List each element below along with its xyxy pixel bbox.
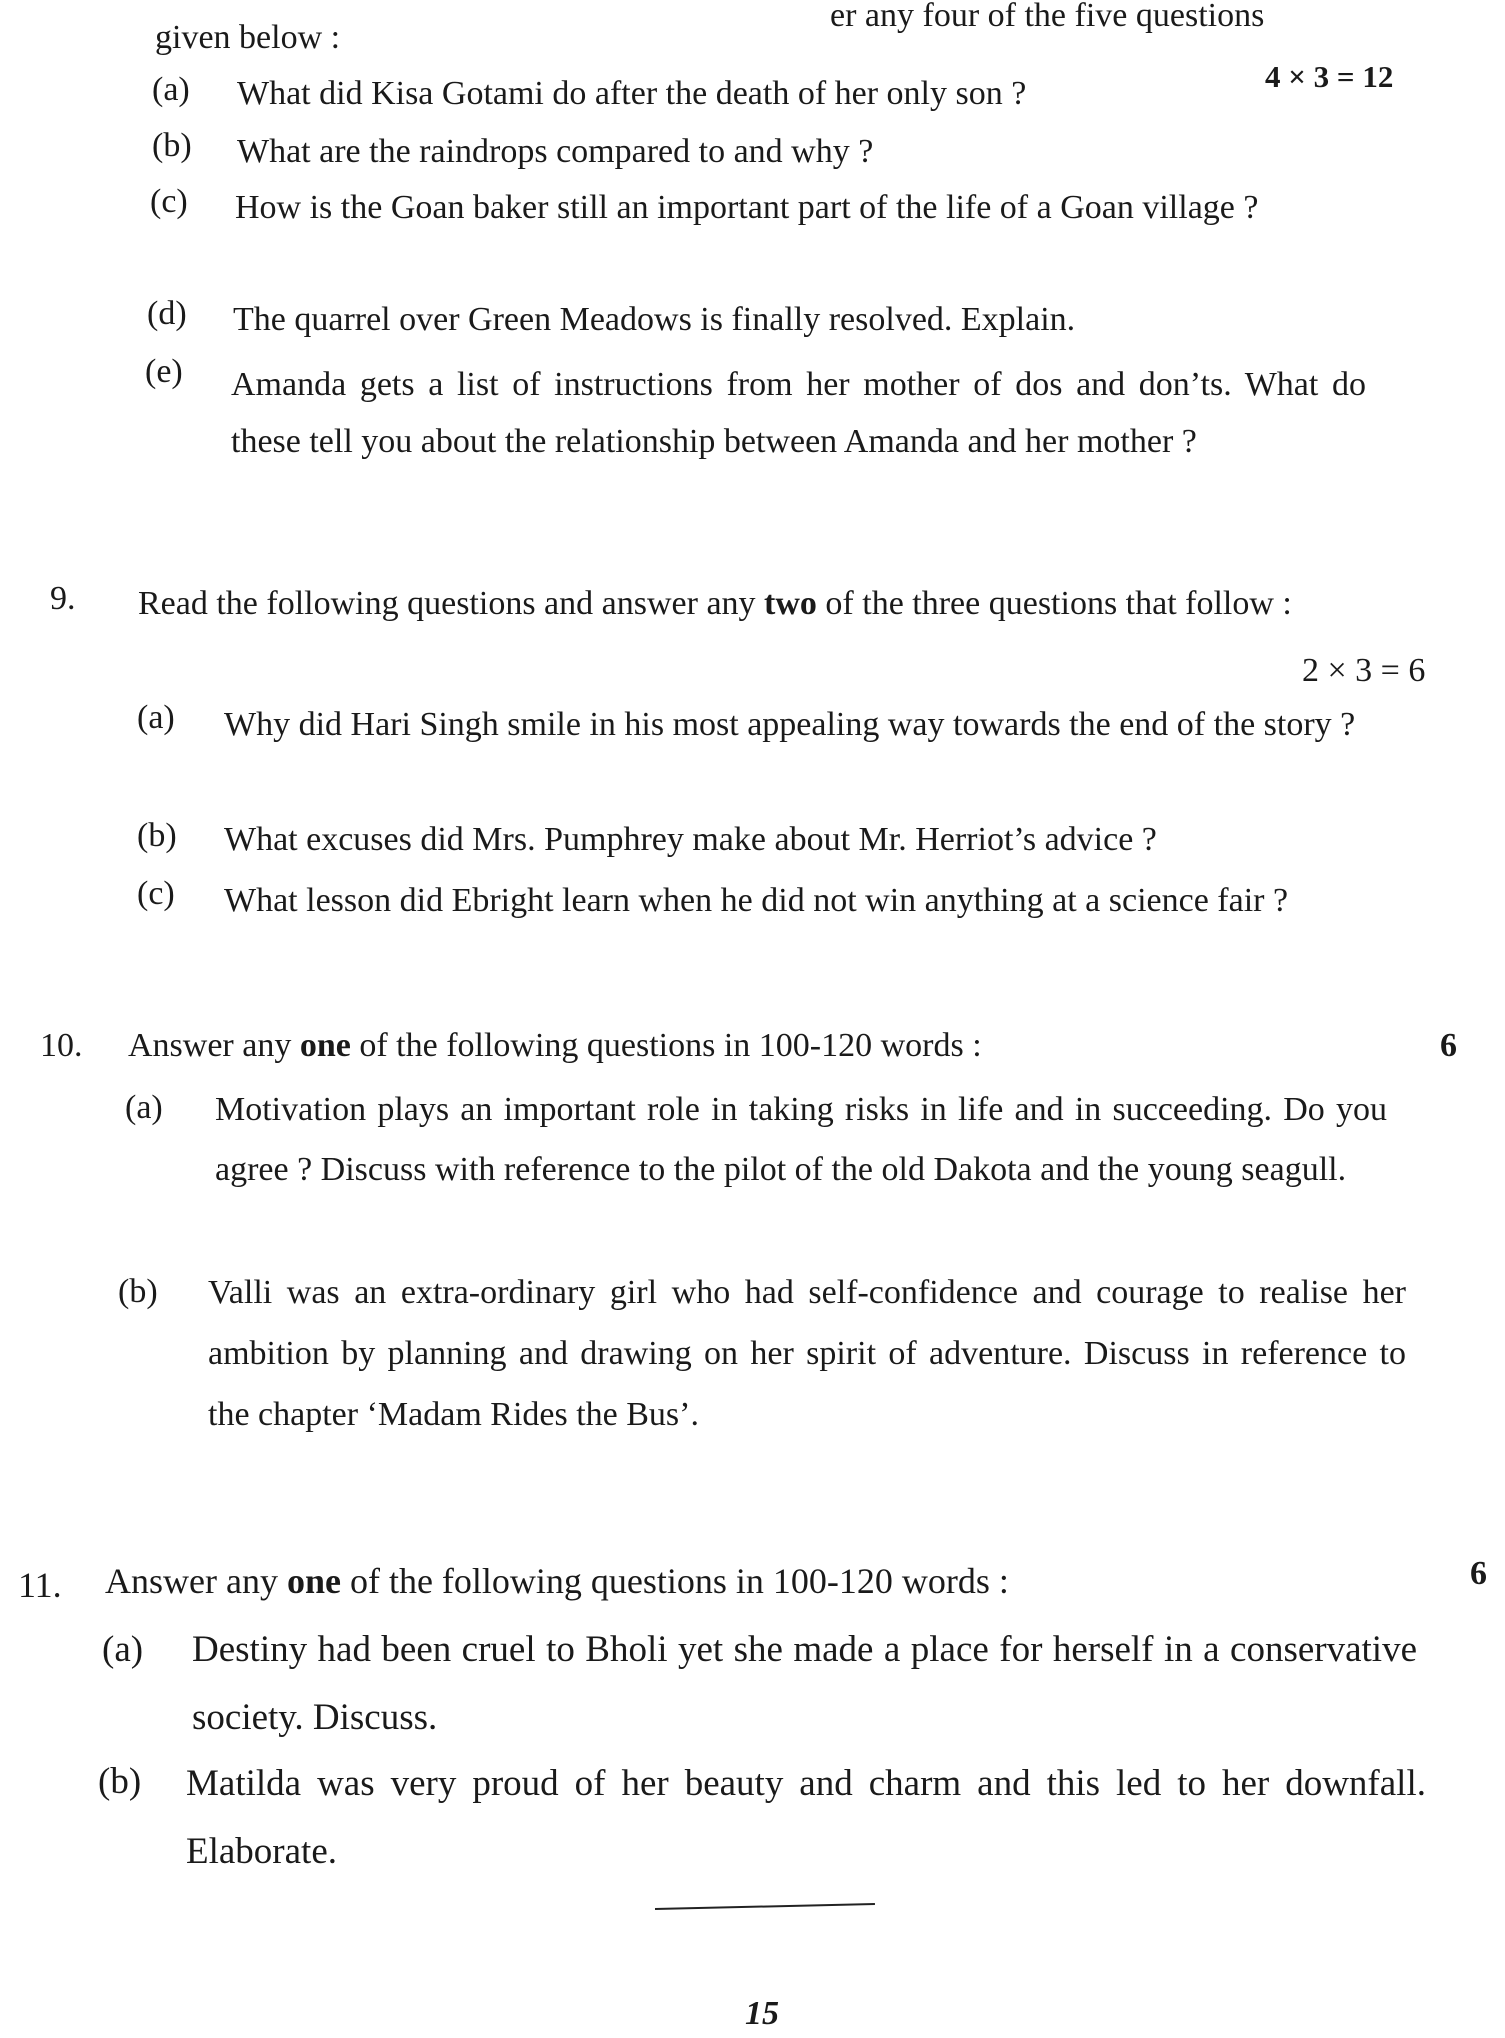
q11-item-b-text: Matilda was very proud of her beauty and charm and this led to her downfall. Elaborate.	[186, 1763, 1426, 1872]
q10-number: 10.	[40, 1027, 83, 1064]
q8-item-e-label: (e)	[145, 353, 183, 390]
q8-item-d-text: The quarrel over Green Meadows is finally resolved. Explain.	[233, 301, 1076, 338]
q9-intro-a: Read the following questions and answer any	[138, 585, 765, 622]
q11-marks: 6	[1470, 1555, 1487, 1592]
q8-item-c-text: How is the Goan baker still an important part of the life of a Goan village ?	[235, 189, 1259, 226]
q10-intro-b: of the following questions in 100-120 words :	[350, 1027, 982, 1064]
q11-number: 11.	[18, 1565, 62, 1605]
q9-number: 9.	[50, 580, 76, 617]
q9-item-c-label: (c)	[137, 875, 175, 912]
q8-item-c-label: (c)	[150, 183, 188, 220]
q9-item-c-text: What lesson did Ebright learn when he did not win anything at a science fair ?	[224, 882, 1289, 919]
q8-item-e-text: Amanda gets a list of instructions from her mother of dos and don’ts. What do these tell you about the relationship between Amanda and her mother ?	[231, 366, 1366, 460]
q11-item-b-label: (b)	[98, 1761, 142, 1802]
q9-intro-b: of the three questions that follow :	[816, 585, 1292, 622]
q8-item-a-text: What did Kisa Gotami do after the death of her only son ?	[237, 75, 1027, 112]
q11-item-a-text: Destiny had been cruel to Bholi yet she made a place for herself in a conservative society. Discuss.	[192, 1629, 1417, 1738]
q10-intro	[128, 1022, 982, 1070]
q10-item-b-label: (b)	[118, 1273, 158, 1310]
q11-item-a-label: (a)	[102, 1629, 144, 1670]
q11-intro-a: Answer any	[105, 1561, 287, 1601]
q8-marks: 4 × 3 = 12	[1265, 59, 1394, 94]
q9-intro	[138, 576, 1368, 631]
q10-marks: 6	[1440, 1027, 1457, 1064]
end-of-section-rule	[655, 1903, 875, 1910]
q8-item-b-text: What are the raindrops compared to and why ?	[237, 133, 874, 170]
q11-intro-b: of the following questions in 100-120 words :	[340, 1561, 1009, 1601]
q10-intro-bold: one	[299, 1027, 351, 1064]
q10-item-b-text: Valli was an extra-ordinary girl who had self-confidence and courage to realise her ambition by planning and drawing on her spirit of adventure. Discuss in reference to the chapter ‘Madam Rides the Bus’.	[208, 1274, 1406, 1433]
q9-intro-bold: two	[764, 585, 817, 622]
q10-intro-a: Answer any	[128, 1027, 300, 1064]
q9-item-b-label: (b)	[137, 817, 177, 854]
q10-item-a-text: Motivation plays an important role in taking risks in life and in succeeding. Do you agree ? Discuss with reference to the pilot of the old Dakota and the young seagull.	[215, 1091, 1387, 1188]
q9-item-a-text: Why did Hari Singh smile in his most appealing way towards the end of the story ?	[224, 706, 1356, 743]
q11-intro-bold: one	[286, 1561, 341, 1601]
q9-item-b-text: What excuses did Mrs. Pumphrey make about Mr. Herriot’s advice ?	[224, 821, 1157, 858]
q10-item-a-label: (a)	[125, 1089, 163, 1126]
q8-item-d-label: (d)	[147, 295, 187, 332]
q8-item-b-label: (b)	[152, 127, 192, 164]
q8-intro-line2: given below :	[155, 19, 341, 56]
q11-intro	[105, 1556, 1009, 1606]
q8-item-a-label: (a)	[152, 71, 190, 108]
q8-intro-tail: er any four of the five questions	[830, 0, 1265, 34]
q9-marks: 2 × 3 = 6	[1302, 652, 1426, 689]
page-number: 15	[745, 1995, 779, 2032]
q9-item-a-label: (a)	[137, 699, 175, 736]
